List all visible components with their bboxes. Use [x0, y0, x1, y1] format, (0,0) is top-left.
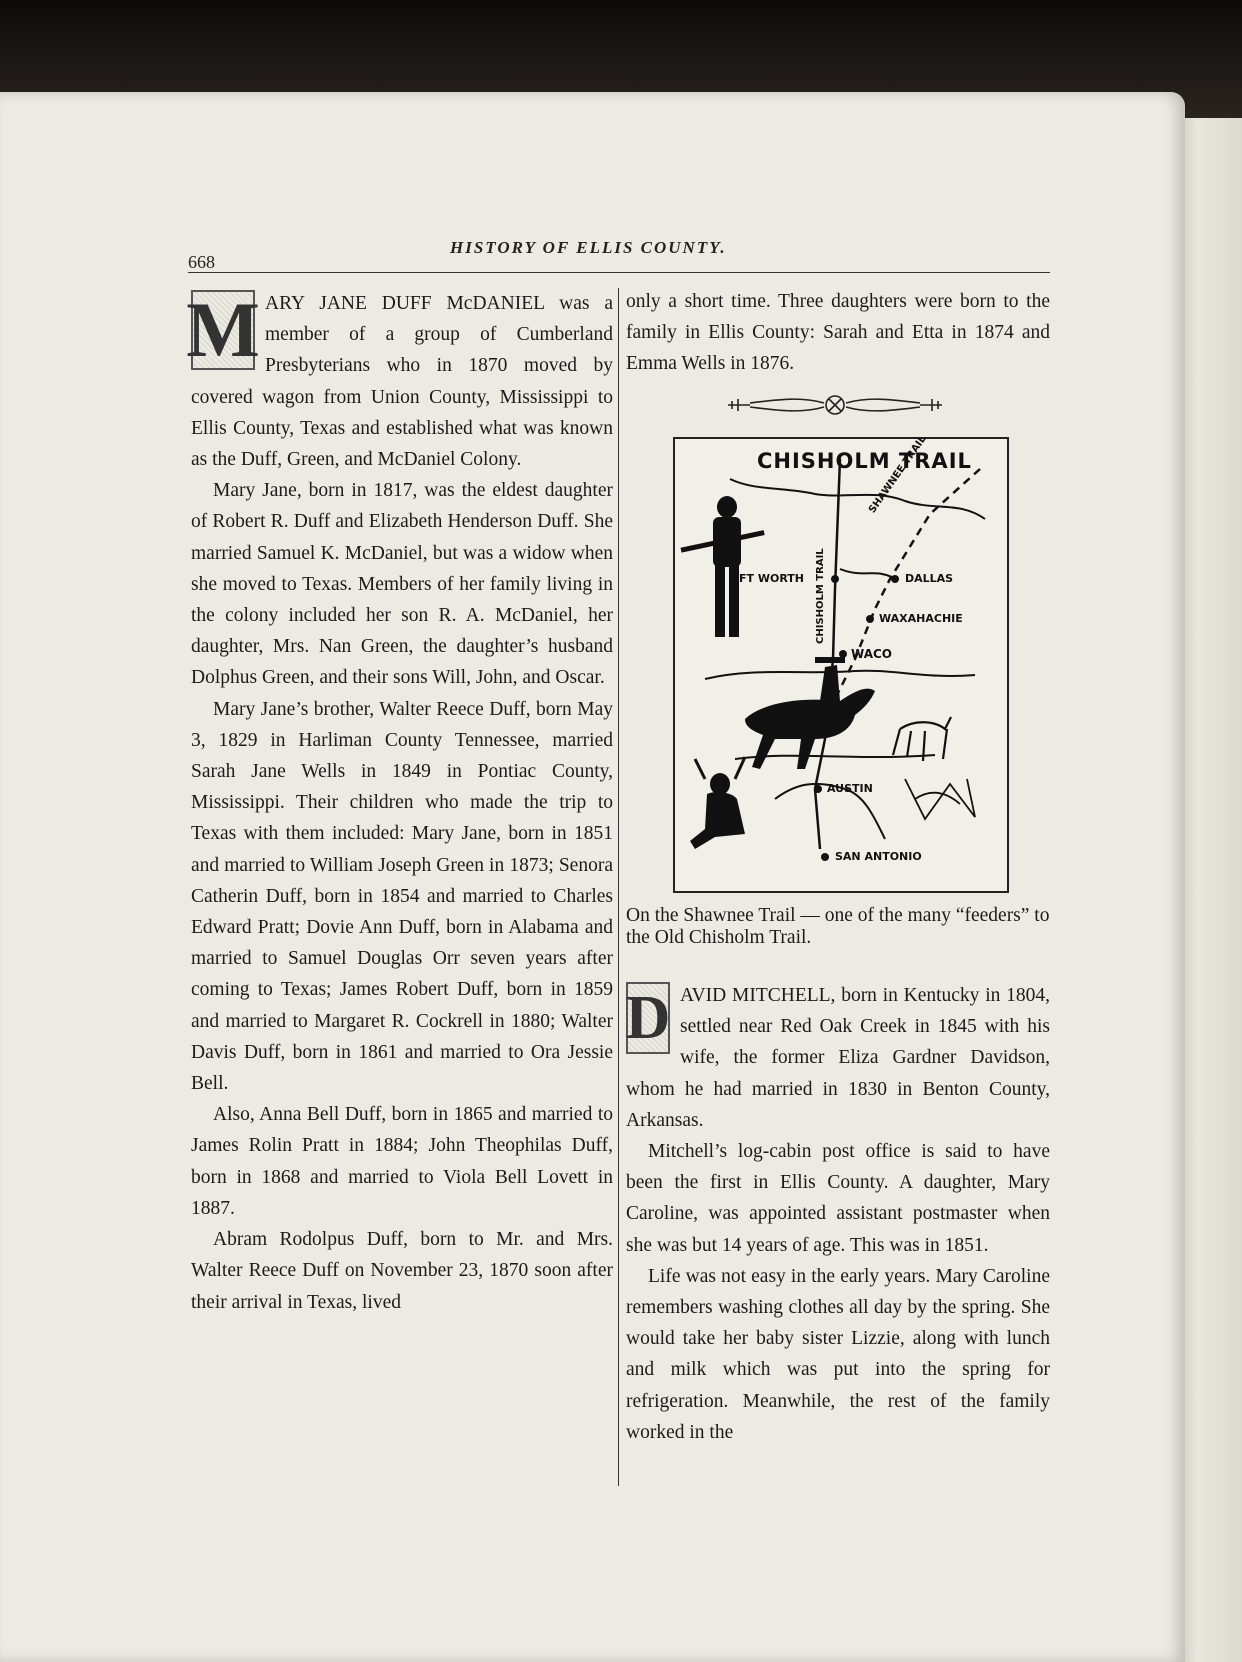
article-mitchell-intro	[626, 980, 1050, 1136]
drop-cap-d: D	[625, 984, 671, 1052]
paragraph: Mitchell’s log-cabin post office is said to have been the first in Ellis County. A daughter, Mary Caroline, was appointed assistant postmaster when she was but 14 years of age. This was in 1851.	[626, 1141, 1050, 1256]
shawnee-trail-label: SHAWNEE TRAIL	[867, 433, 929, 516]
city-label-waco: WACO	[851, 647, 892, 661]
chisholm-trail-map	[673, 433, 1009, 893]
map-caption: On the Shawnee Trail — one of the many “feeders” to the Old Chisholm Trail.	[626, 905, 1050, 948]
paragraph: Life was not easy in the early years. Mary Caroline remembers washing clothes all day by the spring. She would take her baby sister Lizzie, along with lunch and milk which was put into the spring for refrigeration. Meanwhile, the rest of the family worked in the	[626, 1265, 1050, 1443]
paragraph-continued: only a short time. Three daughters were born to the family in Ellis County: Sarah and Etta in 1874 and Emma Wells in 1876.	[626, 291, 1050, 375]
paragraph: Mary Jane, born in 1817, was the eldest daughter of Robert R. Duff and Elizabeth Henderson Duff. She married Samuel K. McDaniel, but was a widow when she moved to Texas. Members of her family living in the colony included her son R. A. McDaniel, her daughter, Mrs. Nan Green, the daughter’s husband Dolphus Green, and their sons Will, John, and Oscar.	[191, 480, 613, 689]
right-column-top	[626, 286, 1050, 380]
map-drawing	[675, 439, 1007, 891]
drop-cap-m: M	[186, 286, 260, 373]
paragraph: Also, Anna Bell Duff, born in 1865 and married to James Rolin Pratt in 1884; John Theophilas Duff, born in 1868 and married to Viola Bell Lovett in 1887.	[191, 1104, 613, 1219]
city-label-dallas: DALLAS	[905, 572, 954, 585]
paragraph: Abram Rodolpus Duff, born to Mr. and Mrs. Walter Reece Duff on November 23, 1870 soon after their arrival in Texas, lived	[191, 1229, 613, 1313]
chisholm-trail-label: CHISHOLM TRAIL	[815, 548, 826, 644]
left-column	[186, 286, 613, 1318]
city-label-san-antonio: SAN ANTONIO	[835, 850, 922, 863]
column-divider	[618, 288, 619, 1486]
map-title: CHISHOLM TRAIL	[757, 449, 972, 473]
intro-text: AVID MITCHELL, born in Kentucky in 1804, settled near Red Oak Creek in 1845 with his wife, the former Eliza Gardner Davidson, whom he had married in 1830 in Benton County, Arkansas.	[626, 985, 1050, 1131]
right-column-bottom	[626, 980, 1050, 1448]
city-label-waxahachie: WAXAHACHIE	[879, 612, 963, 625]
facing-page-edge	[1175, 118, 1242, 1662]
city-label-ft-worth: FT WORTH	[739, 572, 805, 585]
page-header	[188, 226, 1048, 272]
running-head: HISTORY OF ELLIS COUNTY.	[450, 238, 727, 257]
ornament-divider-icon	[720, 390, 950, 420]
article-mcdaniel-intro	[186, 286, 613, 475]
city-label-austin: AUSTIN	[827, 782, 873, 795]
paragraph: Mary Jane’s brother, Walter Reece Duff, born May 3, 1829 in Harliman County Tennessee, married Sarah Jane Wells in 1849 in Pontiac County, Mississippi. Their children who made the trip to Texas with them included: Mary Jane, born in 1851 and married to William Joseph Green in 1873; Senora Catherin Duff, born in 1854 and married to Charles Edward Pratt; Dovie Ann Duff, born in Alabama and married to Samuel Douglas Orr seven years after coming to Texas; James Robert Duff, born in 1859 and married to Margaret R. Cockrell in 1880; Walter Davis Duff, born in 1861 and married to Ora Jessie Bell.	[191, 698, 613, 1095]
intro-text: ARY JANE DUFF McDANIEL was a member of a group of Cumberland Presbyterians who in 1870 moved by covered wagon from Union County, Mississippi to Ellis County, Texas and established what was known as the Duff, Green, and McDaniel Colony.	[191, 293, 613, 471]
page-number: 668	[188, 252, 215, 272]
header-rule	[188, 272, 1050, 273]
